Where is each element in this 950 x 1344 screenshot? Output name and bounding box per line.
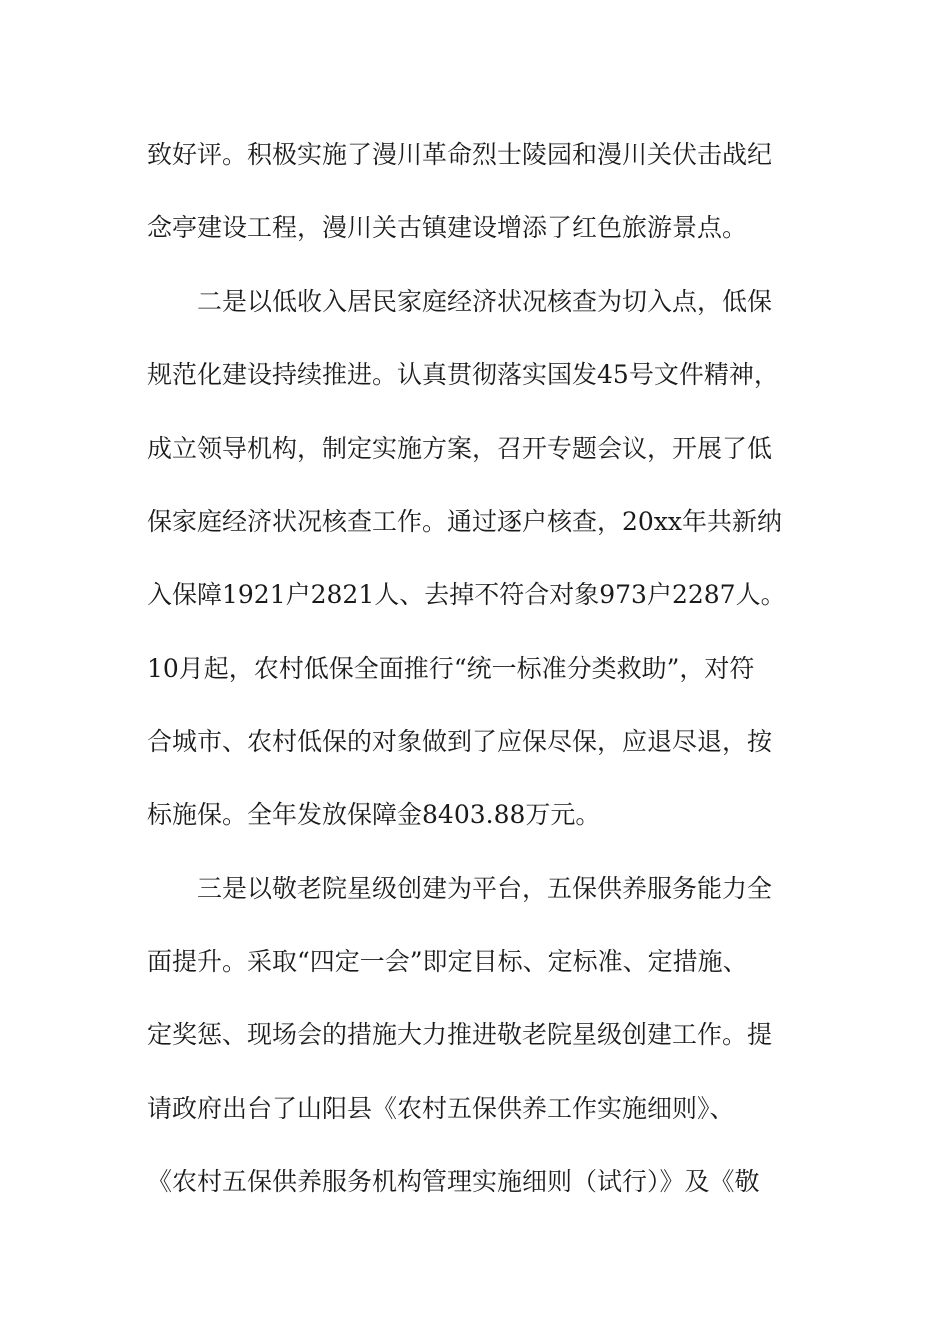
text-line-6: 保家庭经济状况核查工作。通过逐户核查，20xx年共新纳: [147, 507, 783, 536]
text-line-15: 《农村五保供养服务机构管理实施细则（试行）》及《敬: [147, 1167, 760, 1196]
text-line-10: 标施保。全年发放保障金8403.88万元。: [147, 800, 601, 829]
text-line-7: 入保障1921户2821人、去掉不符合对象973户2287人。: [147, 580, 786, 609]
text-line-8: 10月起，农村低保全面推行“统一标准分类救助”，对符: [147, 654, 755, 683]
text-line-9: 合城市、农村低保的对象做到了应保尽保，应退尽退，按: [147, 727, 773, 756]
text-line-12: 面提升。采取“四定一会”即定目标、定标准、定措施、: [147, 947, 748, 976]
text-line-3: 二是以低收入居民家庭经济状况核查为切入点，低保: [197, 287, 773, 316]
text-line-5: 成立领导机构，制定实施方案，召开专题会议，开展了低: [147, 434, 773, 463]
text-line-2: 念亭建设工程，漫川关古镇建设增添了红色旅游景点。: [147, 213, 748, 242]
text-line-14: 请政府出台了山阳县《农村五保供养工作实施细则》、: [147, 1094, 735, 1123]
text-line-1: 致好评。积极实施了漫川革命烈士陵园和漫川关伏击战纪: [147, 140, 773, 169]
text-line-11: 三是以敬老院星级创建为平台，五保供养服务能力全: [197, 874, 773, 903]
text-line-4: 规范化建设持续推进。认真贯彻落实国发45号文件精神，: [147, 360, 779, 389]
text-line-13: 定奖惩、现场会的措施大力推进敬老院星级创建工作。提: [147, 1020, 773, 1049]
